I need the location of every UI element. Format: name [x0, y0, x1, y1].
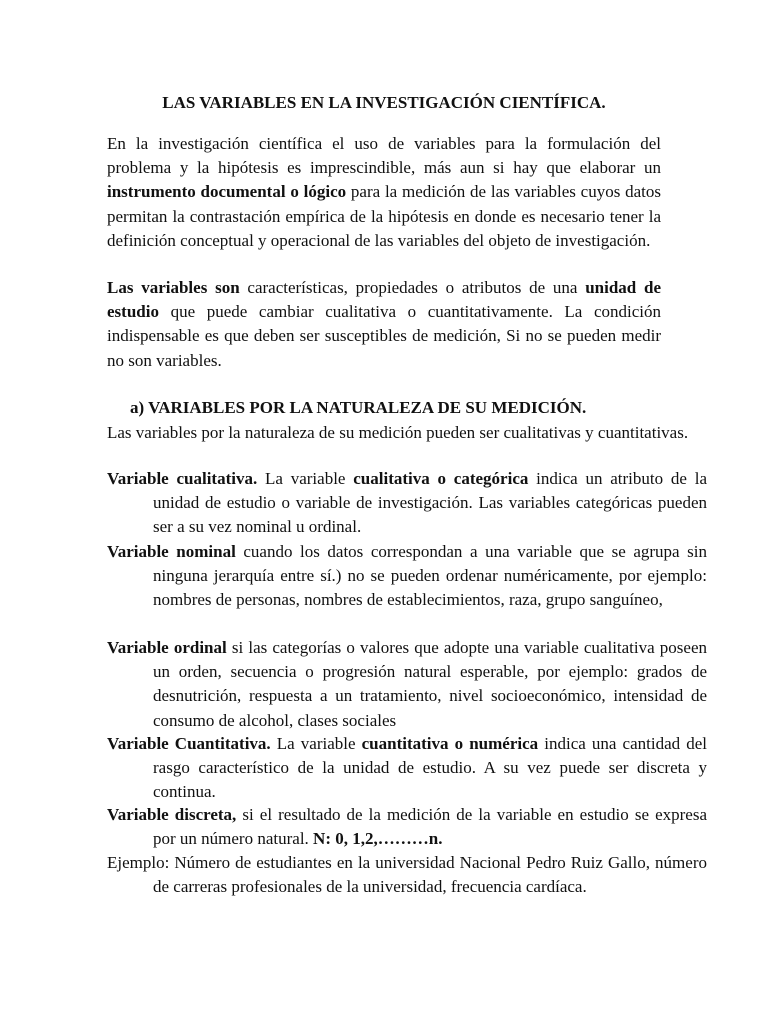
intro-text-2: para la medición de las variables cuyos datos permitan la contrastación empírica de la hipótesis en donde es necesario tener la definición conceptual y operacional de las variables del objeto de investigación. — [107, 182, 661, 250]
section-a-heading: a) VARIABLES POR LA NATURALEZA DE SU MEDICIÓN. — [130, 398, 587, 417]
cualitativa-text-2: indica un atributo de la unidad de estudio o variable de investigación. Las variables categóricas pueden ser a su vez nominal u ordinal. — [153, 469, 707, 537]
naturaleza-paragraph: Las variables por la naturaleza de su medición pueden ser cualitativas y cuantitativas. — [107, 423, 689, 442]
definition-paragraph — [107, 276, 661, 373]
cuantitativa-text-2: indica una cantidad del rasgo característico de la unidad de estudio. A su vez puede ser discreta y continua. — [153, 734, 707, 802]
cuantitativa-paragraph — [107, 732, 707, 805]
cuantitativa-term: Variable Cuantitativa. — [107, 734, 271, 753]
nominal-text: cuando los datos correspondan a una variable que se agrupa sin ninguna jerarquía entre sí.) no se pueden ordenar numéricamente, por ejemplo: nombres de personas, nombres de establecimientos, raza, grupo sanguíneo, — [153, 542, 707, 610]
ordinal-paragraph — [107, 636, 707, 733]
cualitativa-term: Variable cualitativa. — [107, 469, 258, 488]
ordinal-term: Variable ordinal — [107, 638, 227, 657]
definition-bold-variables-son: Las variables son — [107, 278, 240, 297]
cualitativa-paragraph — [107, 467, 707, 540]
cuantitativa-bold-numerica: cuantitativa o numérica — [361, 734, 539, 753]
nominal-term: Variable nominal — [107, 542, 236, 561]
cuantitativa-text-1: La variable — [270, 734, 362, 753]
intro-text-1: En la investigación científica el uso de variables para la formulación del problema y la hipótesis es imprescindible, más aun si hay que elaborar un — [107, 134, 661, 178]
discreta-text: si el resultado de la medición de la variable en estudio se expresa por un número natural. — [153, 805, 707, 849]
discreta-bold-formula: N: 0, 1,2,………n. — [313, 829, 443, 849]
definition-bold-unidad-estudio: unidad de estudio — [107, 278, 662, 322]
intro-bold-instrumento: instrumento documental o lógico — [107, 182, 347, 202]
cualitativa-bold-categorica: cualitativa o categórica — [353, 469, 529, 488]
ejemplo-paragraph: Ejemplo: Número de estudiantes en la universidad Nacional Pedro Ruiz Gallo, número de carreras profesionales de la universidad, frecuencia cardíaca. — [107, 853, 707, 897]
discreta-term: Variable discreta, — [107, 805, 237, 824]
nominal-paragraph — [107, 540, 707, 613]
discreta-paragraph — [107, 803, 707, 851]
document-title: LAS VARIABLES EN LA INVESTIGACIÓN CIENTÍFICA. — [162, 93, 606, 112]
definition-text-1: características, propiedades o atributos de una — [239, 278, 586, 297]
intro-paragraph — [107, 132, 661, 253]
ordinal-text: si las categorías o valores que adopte una variable cualitativa poseen un orden, secuencia o progresión natural esperable, por ejemplo: grados de desnutrición, respuesta a un tratamiento, nivel socioeconómico, intensidad de consumo de alcohol, clases sociales — [153, 638, 708, 730]
cualitativa-text-1: La variable — [257, 469, 354, 488]
definition-text-2: que puede cambiar cualitativa o cuantitativamente. La condición indispensable es que deben ser susceptibles de medición, Si no se pueden medir no son variables. — [107, 302, 661, 370]
